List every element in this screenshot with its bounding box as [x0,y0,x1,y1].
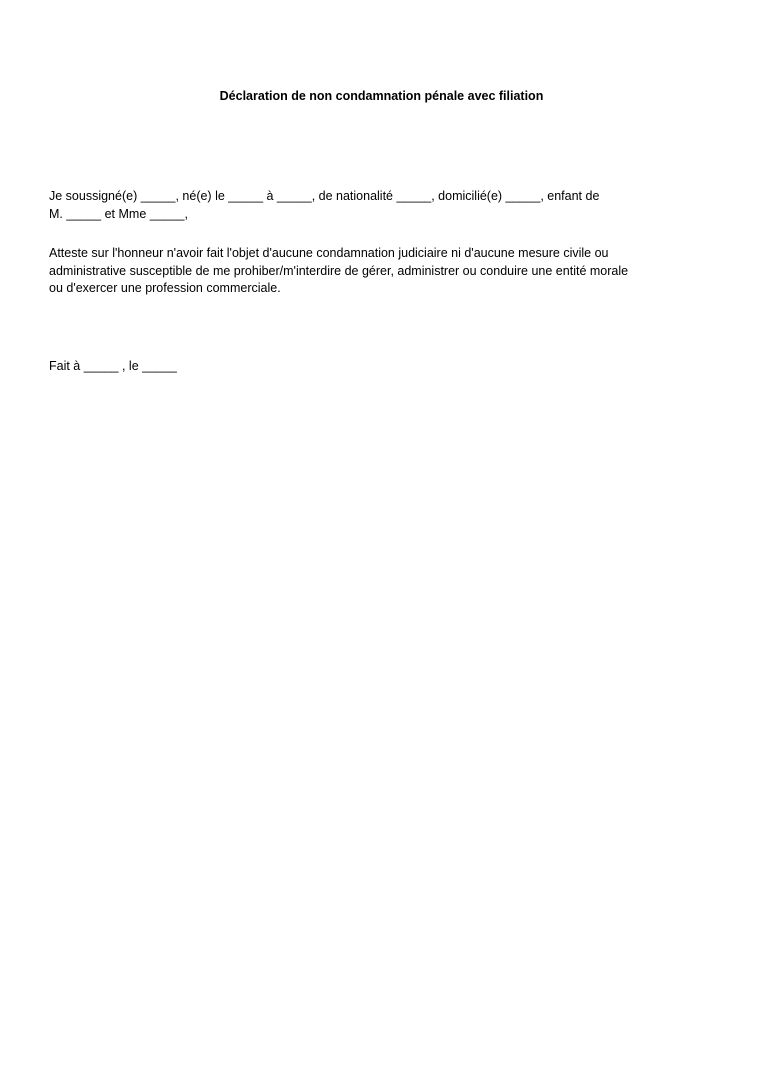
document-title: Déclaration de non condamnation pénale avec filiation [219,89,544,103]
attestation-paragraph: Atteste sur l'honneur n'avoir fait l'objet d'aucune condamnation judiciaire ni d'aucune mesure civile ou administrative susceptible de me prohiber/m'interdire de gérer, administrer ou conduire une entité morale ou d'exercer une profession commerciale. [49,246,629,295]
declarant-identity-paragraph: Je soussigné(e) _____, né(e) le _____ à _____, de nationalité _____, domicilié(e) _____, enfant de M. _____ et Mme _____, [49,189,600,221]
place-date-line: Fait à _____ , le _____ [49,359,177,373]
